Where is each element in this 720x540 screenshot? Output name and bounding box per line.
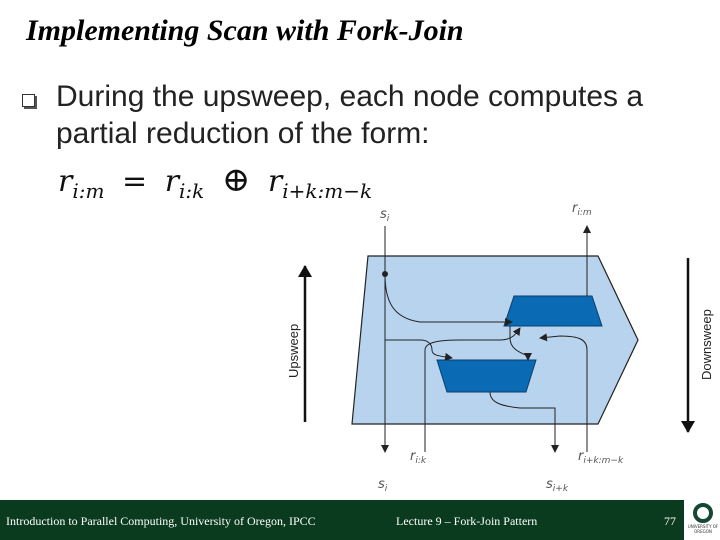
lower-operator-node: [437, 360, 536, 392]
label-si-bottom: $s_i$: [378, 477, 388, 494]
logo-text: UNIVERSITY OF OREGON: [687, 524, 719, 534]
downsweep-label: Downsweep: [699, 309, 714, 380]
formula-term2-sub: i+k:m−k: [282, 179, 373, 203]
formula-term2: r: [267, 164, 283, 199]
formula-lhs: r: [58, 164, 73, 199]
upsweep-label: Upsweep: [286, 323, 301, 378]
footer-bar: [0, 500, 720, 540]
label-rik-bottom: $r_{i:k}$: [410, 449, 427, 466]
label-sik-bottom: $s_{i+k}$: [546, 477, 569, 494]
page-number: 77: [664, 514, 676, 528]
label-si-top: $s_i$: [380, 207, 390, 224]
slide-title: Implementing Scan with Fork-Join: [26, 14, 464, 47]
formula-term1-sub: i:k: [179, 179, 205, 203]
footer-course: Introduction to Parallel Computing, University of Oregon, IPCC: [6, 514, 316, 528]
bullet-text: During the upsweep, each node computes a partial reduction of the form:: [56, 80, 644, 150]
label-rim-top: $r_{i:m}$: [572, 201, 592, 218]
university-logo: [684, 500, 720, 540]
formula-lhs-sub: i:m: [72, 179, 105, 203]
oregon-o-icon: [693, 503, 713, 523]
upper-operator-node: [504, 296, 602, 326]
formula-equals: =: [122, 164, 148, 199]
formula-term1: r: [164, 164, 180, 199]
footer-lecture: Lecture 9 – Fork-Join Pattern: [396, 514, 538, 528]
formula-oplus: ⊕: [221, 160, 251, 200]
label-rkm-bottom: $r_{i+k:m-k}$: [578, 449, 624, 466]
